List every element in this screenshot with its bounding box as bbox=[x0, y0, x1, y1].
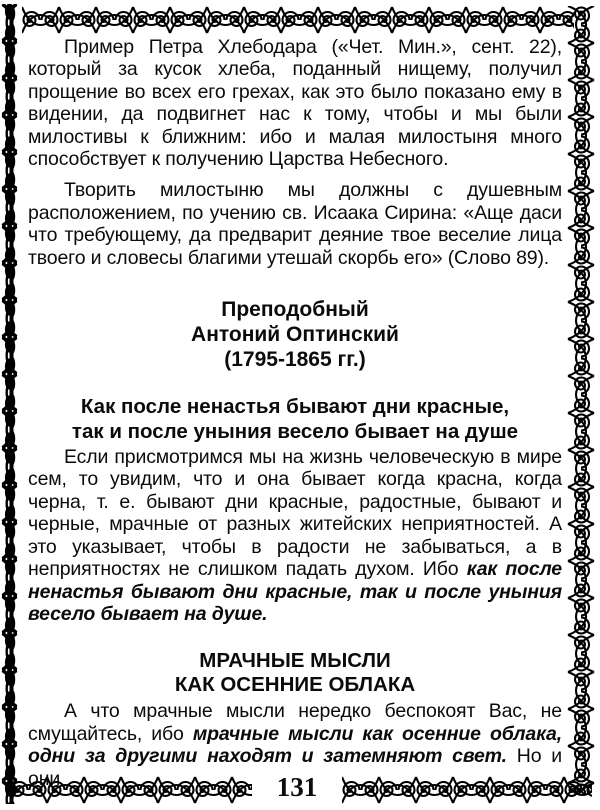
paragraph-life-observation-text: Если присмотримся мы на жизнь человеческую в мире сем, то увидим, что и она бывает когда красна, когда черна, т. е. бывают дни красные, радостные, бывают и черные, мрачные от разных житейских неприятностей. А это указывает, чтобы в радости не забываться, а в неприятностях не слишком падать духом. Ибо bbox=[28, 446, 562, 581]
paragraph-peter-example: Пример Петра Хлебодара («Чет. Мин.», сент. 22), который за кусок хлеба, поданный нищему, получил прощение во всех его грехах, как это было показано ему в видении, да подвигнет нас к тому, чтобы и мы были милостивы к ближним: ибо и малая милостыня много способствует к получению Царства Небесного. bbox=[28, 36, 562, 171]
paragraph-life-observation bbox=[28, 446, 562, 625]
section-heading-gloomy-thoughts bbox=[28, 649, 562, 697]
saint-heading-years: (1795-1865 гг.) bbox=[224, 348, 366, 372]
saint-heading-line-2: Антоний Оптинский bbox=[191, 323, 399, 347]
left-border-ornament bbox=[1, 4, 18, 804]
subheading-line-1: Как после ненастья бывают дни красные, bbox=[80, 395, 510, 419]
paragraph-almsgiving: Творить милостыню мы должны с душевным расположением, по учению св. Исаака Сирина: «Аще даси что требующему, да предварит деяние твое веселие лица твоего и словесы благими утешай скорбь его» (Слово 89). bbox=[28, 179, 562, 269]
saint-heading bbox=[28, 297, 562, 372]
paragraph-gloomy-thoughts-start: А что мрачные мысли нередко беспокоят Вас, не смущайтесь, ибо bbox=[28, 700, 562, 745]
section-heading-line-1: МРАЧНЫЕ МЫСЛИ bbox=[199, 649, 391, 673]
section-heading-line-2: КАК ОСЕННИЕ ОБЛАКА bbox=[174, 673, 416, 697]
saint-heading-line-1: Преподобный bbox=[221, 298, 369, 322]
paragraph-gloomy-thoughts-end: Но и они bbox=[28, 745, 562, 790]
page-content bbox=[28, 36, 562, 790]
subheading-after-storm bbox=[28, 394, 562, 444]
right-border-ornament bbox=[564, 6, 598, 794]
page-number: 131 bbox=[276, 772, 318, 802]
top-border-ornament bbox=[22, 5, 574, 35]
subheading-line-2: так и после уныния весело бывает на душе bbox=[71, 420, 519, 444]
paragraph-life-observation-emphasis: как после ненастья бывают дни красные, так и после уныния весело бывает на душе. bbox=[28, 558, 562, 625]
paragraph-gloomy-thoughts-emphasis: мрачные мысли как осенние облака, одни за другими находят и затемняют свет. bbox=[28, 722, 562, 768]
